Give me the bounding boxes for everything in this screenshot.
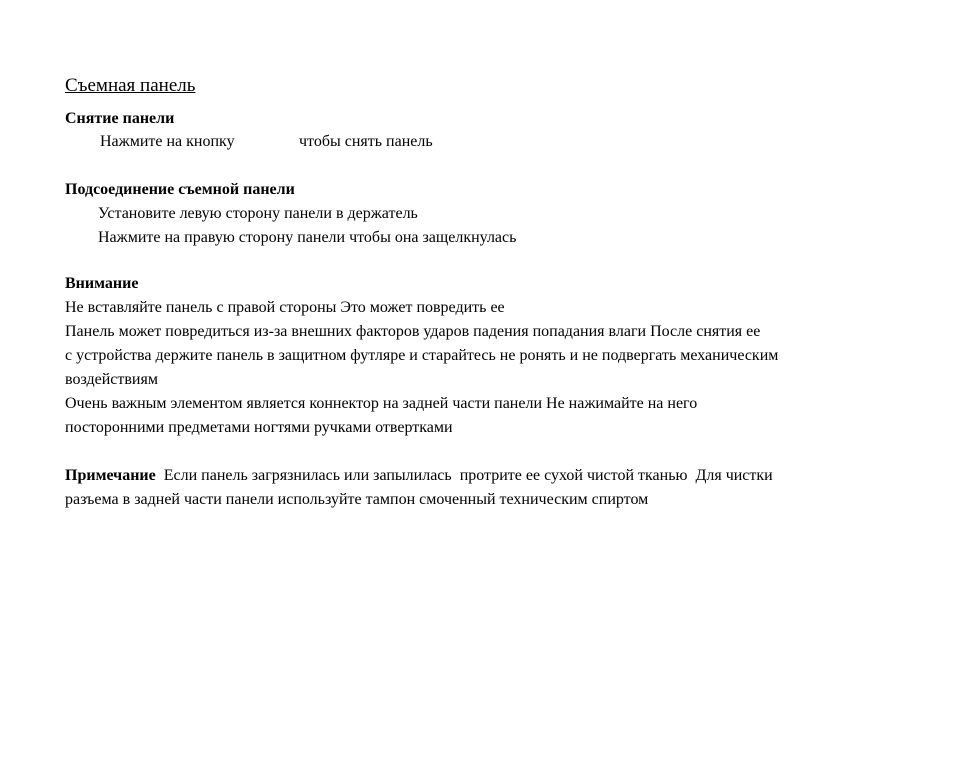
warning-line-5: Очень важным элементом является коннектор на задней части панели Не нажимайте на него <box>65 395 698 412</box>
note-line-2: разъема в задней части панели используйте тампон смоченный техническим спиртом <box>65 491 649 508</box>
attach-heading: Подсоединение съемной панели <box>65 181 295 198</box>
warning-line-2: Панель может повредиться из-за внешних факторов ударов падения попадания влаги После снятия ее <box>65 323 761 340</box>
removal-text-after: чтобы снять панель <box>299 133 433 150</box>
attach-step-1: Установите левую сторону панели в держатель <box>98 205 418 222</box>
warning-line-1: Не вставляйте панель с правой стороны Это может повредить ее <box>65 299 505 316</box>
removal-text-before: Нажмите на кнопку <box>100 133 235 150</box>
note-label: Примечание <box>65 467 156 484</box>
removal-heading: Снятие панели <box>65 110 175 127</box>
note-line-1 <box>65 464 773 488</box>
note-text-1: Если панель загрязнилась или запылилась протрите ее сухой чистой тканью Для чистки <box>155 467 773 484</box>
attach-step-2: Нажмите на правую сторону панели чтобы она защелкнулась <box>98 229 517 246</box>
warning-line-4: воздействиям <box>65 371 158 388</box>
warning-line-6: посторонними предметами ногтями ручками отвертками <box>65 419 453 436</box>
warning-heading: Внимание <box>65 275 139 292</box>
warning-line-3: с устройства держите панель в защитном футляре и старайтесь не ронять и не подвергать механическим <box>65 347 779 364</box>
page-title: Съемная панель <box>65 75 196 96</box>
